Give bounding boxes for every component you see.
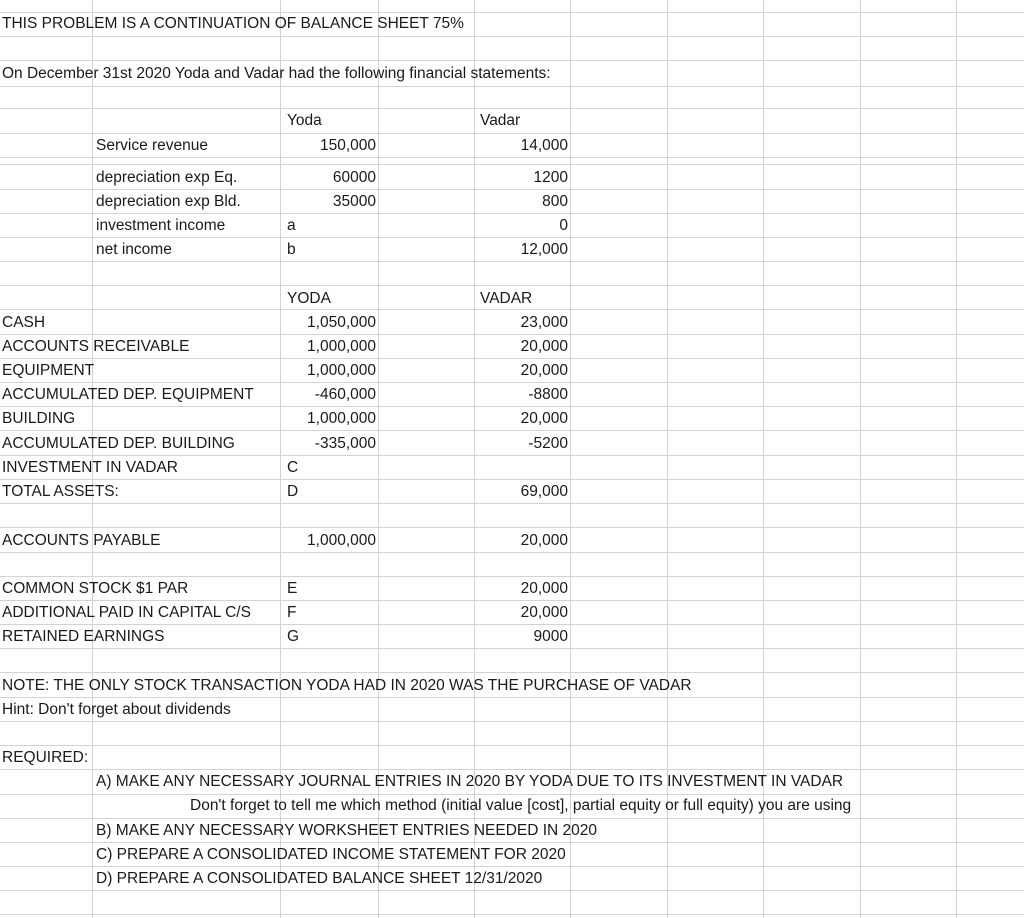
income-label: depreciation exp Bld. — [96, 193, 241, 210]
income-vadar-value: 0 — [559, 217, 568, 234]
income-label: investment income — [96, 217, 226, 234]
income-label: net income — [96, 241, 172, 258]
balance-label: ACCOUNTS PAYABLE — [2, 532, 161, 549]
required-item-a: A) MAKE ANY NECESSARY JOURNAL ENTRIES IN 2020 BY YODA DUE TO ITS INVESTMENT IN VADAR — [96, 773, 844, 790]
balance-yoda-value: 1,050,000 — [307, 314, 376, 331]
balance-vadar-value: 20,000 — [520, 580, 568, 597]
income-vadar-value: 14,000 — [520, 137, 568, 154]
income-label: depreciation exp Eq. — [96, 169, 238, 186]
balance-label: EQUIPMENT — [2, 362, 95, 379]
intro-text: On December 31st 2020 Yoda and Vadar had the following financial statements: — [2, 65, 551, 82]
required-item-d: D) PREPARE A CONSOLIDATED BALANCE SHEET 12/31/2020 — [96, 870, 543, 887]
income-vadar-value: 12,000 — [520, 241, 568, 258]
required-item-a-note: Don't forget to tell me which method (initial value [cost], partial equity or full equity) you are using — [190, 797, 852, 814]
balance-yoda-value: G — [287, 628, 300, 645]
income-yoda-header: Yoda — [287, 112, 322, 129]
balance-vadar-value: 20,000 — [520, 532, 568, 549]
problem-title: THIS PROBLEM IS A CONTINUATION OF BALANCE SHEET 75% — [2, 15, 464, 32]
note-text: NOTE: THE ONLY STOCK TRANSACTION YODA HAD IN 2020 WAS THE PURCHASE OF VADAR — [2, 677, 692, 694]
balance-vadar-value: -8800 — [528, 386, 568, 403]
balance-label: COMMON STOCK $1 PAR — [2, 580, 189, 597]
income-yoda-value: 60000 — [332, 169, 376, 186]
balance-yoda-value: C — [287, 459, 299, 476]
balance-yoda-value: F — [287, 604, 297, 621]
balance-vadar-value: 20,000 — [520, 604, 568, 621]
income-vadar-header: Vadar — [480, 112, 521, 129]
income-yoda-value: 35000 — [332, 193, 376, 210]
balance-yoda-value: E — [287, 580, 298, 597]
balance-label: INVESTMENT IN VADAR — [2, 459, 178, 476]
balance-vadar-value: 9000 — [533, 628, 568, 645]
balance-vadar-value: 69,000 — [520, 483, 568, 500]
income-yoda-value: 150,000 — [319, 137, 376, 154]
balance-yoda-value: -460,000 — [314, 386, 376, 403]
balance-yoda-header: YODA — [287, 290, 331, 307]
balance-vadar-value: 20,000 — [520, 362, 568, 379]
balance-yoda-value: D — [287, 483, 299, 500]
balance-label: BUILDING — [2, 410, 76, 427]
balance-label: ADDITIONAL PAID IN CAPITAL C/S — [2, 604, 251, 621]
balance-yoda-value: 1,000,000 — [307, 410, 376, 427]
balance-yoda-value: 1,000,000 — [307, 362, 376, 379]
required-item-c: C) PREPARE A CONSOLIDATED INCOME STATEMENT FOR 2020 — [96, 846, 566, 863]
balance-label: ACCUMULATED DEP. EQUIPMENT — [2, 386, 254, 403]
balance-label: ACCOUNTS RECEIVABLE — [2, 338, 190, 355]
income-label: Service revenue — [96, 137, 209, 154]
balance-label: TOTAL ASSETS: — [2, 483, 119, 500]
balance-yoda-value: -335,000 — [314, 435, 376, 452]
required-item-b: B) MAKE ANY NECESSARY WORKSHEET ENTRIES NEEDED IN 2020 — [96, 822, 598, 839]
balance-vadar-value: 20,000 — [520, 338, 568, 355]
balance-vadar-header: VADAR — [480, 290, 533, 307]
income-yoda-value: b — [287, 241, 296, 258]
balance-yoda-value: 1,000,000 — [307, 532, 376, 549]
balance-vadar-value: -5200 — [528, 435, 568, 452]
balance-label: ACCUMULATED DEP. BUILDING — [2, 435, 235, 452]
required-heading: REQUIRED: — [2, 749, 89, 766]
balance-vadar-value: 20,000 — [520, 410, 568, 427]
balance-label: CASH — [2, 314, 46, 331]
income-vadar-value: 1200 — [533, 169, 568, 186]
balance-label: RETAINED EARNINGS — [2, 628, 165, 645]
balance-yoda-value: 1,000,000 — [307, 338, 376, 355]
income-yoda-value: a — [287, 217, 296, 234]
hint-text: Hint: Don't forget about dividends — [2, 701, 231, 718]
income-vadar-value: 800 — [542, 193, 568, 210]
balance-vadar-value: 23,000 — [520, 314, 568, 331]
